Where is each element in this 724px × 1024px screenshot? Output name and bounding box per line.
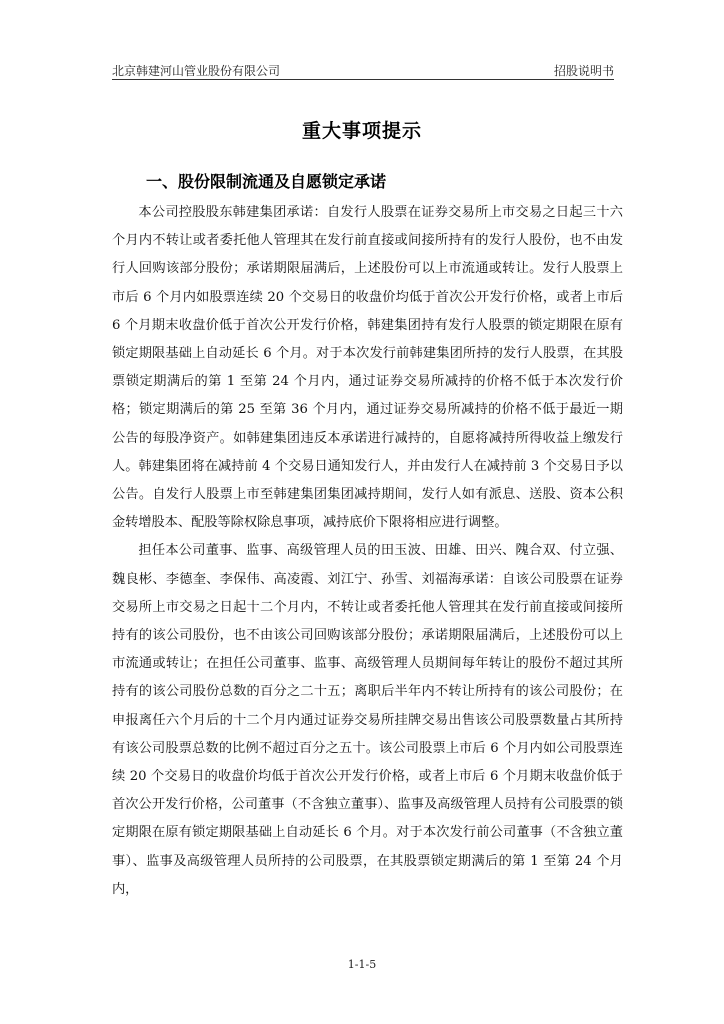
page-header	[112, 62, 614, 78]
header-document-type: 招股说明书	[553, 64, 614, 78]
paragraph: 担任本公司董事、监事、高级管理人员的田玉波、田雄、田兴、隗合双、付立强、魏良彬、李德奎、李保伟、高凌霞、刘江宁、孙雪、刘福海承诺：自该公司股票在证券交易所上市交易之日起十二个月内，不转让或者委托他人管理其在发行前直接或间接所持有的该公司股份，也不由该公司回购该部分股份；承诺期限届满后，上述股份可以上市流通或转让；在担任公司董事、监事、高级管理人员期间每年转让的股份不超过其所持有的该公司股份总数的百分之二十五；离职后半年内不转让所持有的该公司股份；在申报离任六个月后的十二个月内通过证券交易所挂牌交易出售该公司股票数量占其所持有该公司股票总数的比例不超过百分之五十。该公司股票上市后 6 个月内如公司股票连续 20 个交易日的收盘价均低于首次公开发行价格，或者上市后 6 个月期末收盘价低于首次公开发行价格，公司董事（不含独立董事）、监事及高级管理人员持有公司股票的锁定期限在原有锁定期限基础上自动延长 6 个月。对于本次发行前公司董事（不含独立董事）、监事及高级管理人员所持的公司股票，在其股票锁定期满后的第 1 至第 24 个月内，	[112, 543, 623, 897]
page-number: 1-1-5	[347, 958, 377, 971]
page-title: 重大事项提示	[301, 120, 422, 142]
section-heading: 一、股份限制流通及自愿锁定承诺	[146, 172, 387, 191]
body-text	[112, 199, 623, 904]
paragraph: 本公司控股股东韩建集团承诺：自发行人股票在证券交易所上市交易之日起三十六个月内不转让或者委托他人管理其在发行前直接或间接所持有的发行人股份，也不由发行人回购该部分股份；承诺期限届满后，上述股份可以上市流通或转让。发行人股票上市后 6 个月内如股票连续 20 个交易日的收盘价均低于首次公开发行价格，或者上市后 6 个月期末收盘价低于首次公开发行价格，韩建集团持有发行人股票的锁定期限在原有锁定期限基础上自动延长 6 个月。对于本次发行前韩建集团所持的发行人股票，在其股票锁定期满后的第 1 至第 24 个月内，通过证券交易所减持的价格不低于本次发行价格；锁定期满后的第 25 至第 36 个月内，通过证券交易所减持的价格不低于最近一期公告的每股净资产。如韩建集团违反本承诺进行减持的，自愿将减持所得收益上缴发行人。韩建集团将在减持前 4 个交易日通知发行人，并由发行人在减持前 3 个交易日予以公告。自发行人股票上市至韩建集团集团减持期间，发行人如有派息、送股、资本公积金转增股本、配股等除权除息事项，减持底价下限将相应进行调整。	[112, 205, 623, 531]
header-divider	[112, 79, 614, 80]
header-company-name: 北京韩建河山管业股份有限公司	[112, 64, 281, 78]
